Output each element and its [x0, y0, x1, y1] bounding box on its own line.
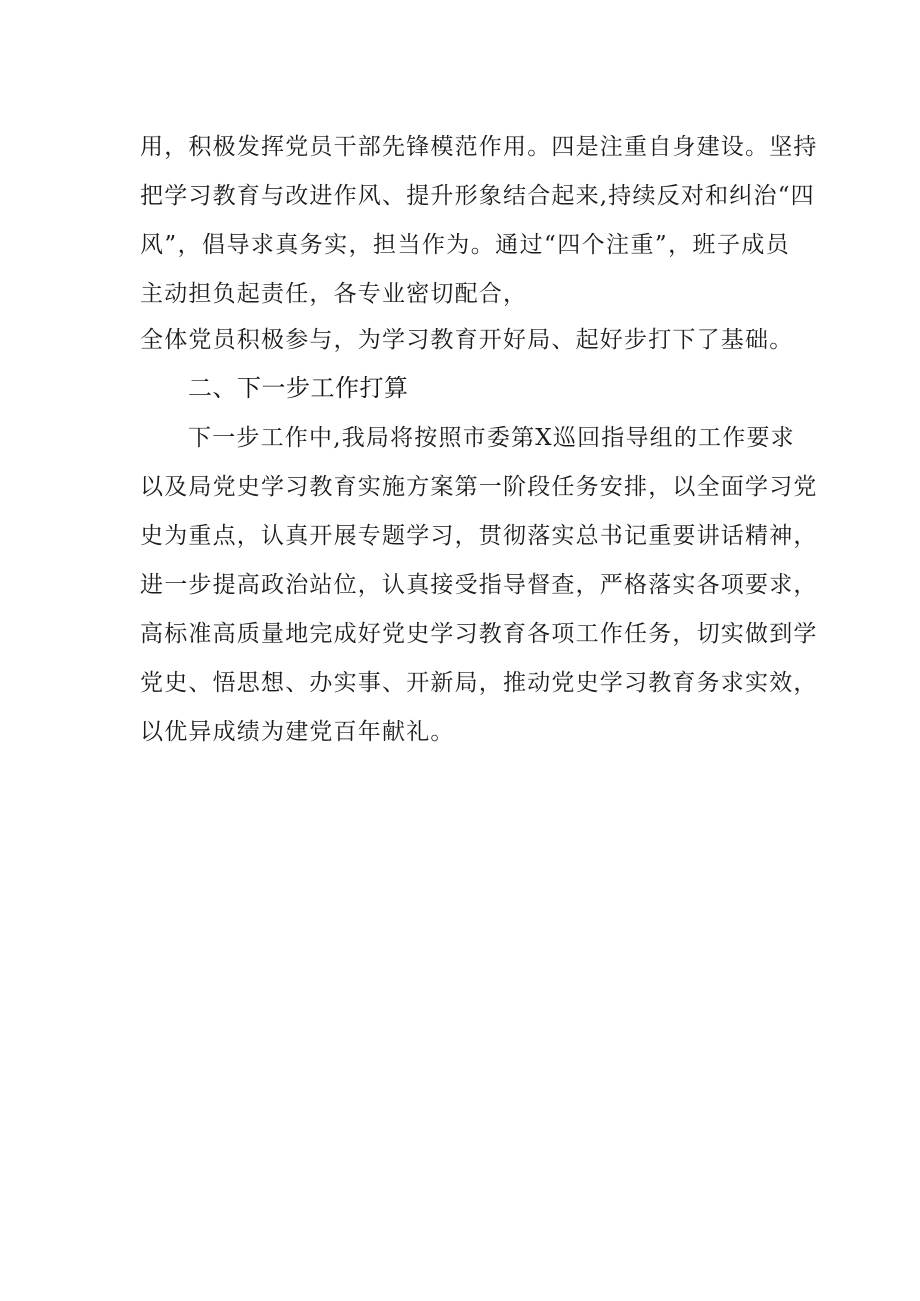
- paragraph2-line-6: 党史、悟思想、办实事、开新局，推动党史学习教育务求实效，: [140, 670, 818, 696]
- paragraph2-line-2: 以及局党史学习教育实施方案第一阶段任务安排，以全面学习党: [140, 474, 818, 500]
- paragraph2-line-5: 高标准高质量地完成好党史学习教育各项工作任务，切实做到学: [140, 621, 818, 647]
- paragraph1-line-5: 全体党员积极参与，为学习教育开好局、起好步打下了基础。: [140, 327, 794, 353]
- paragraph2-line-3: 史为重点，认真开展专题学习，贯彻落实总书记重要讲话精神，: [140, 523, 818, 549]
- paragraph1-line-2: 把学习教育与改进作风、提升形象结合起来,持续反对和纠治“四: [140, 183, 815, 209]
- paragraph1-line-1: 用，积极发挥党员干部先锋模范作用。四是注重自身建设。坚持: [140, 134, 818, 160]
- paragraph2-line-7: 以优异成绩为建党百年献礼。: [140, 719, 455, 745]
- paragraph2-line-4: 进一步提高政治站位，认真接受指导督查，严格落实各项要求，: [140, 572, 818, 598]
- paragraph1-line-3: 风”，倡导求真务实，担当作为。通过“四个注重”，班子成员: [140, 232, 790, 258]
- paragraph1-line-4: 主动担负起责任，各专业密切配合，: [140, 281, 528, 307]
- section-heading: 二、下一步工作打算: [188, 374, 409, 402]
- paragraph2-line-1: 下一步工作中,我局将按照市委第X巡回指导组的工作要求: [188, 425, 795, 451]
